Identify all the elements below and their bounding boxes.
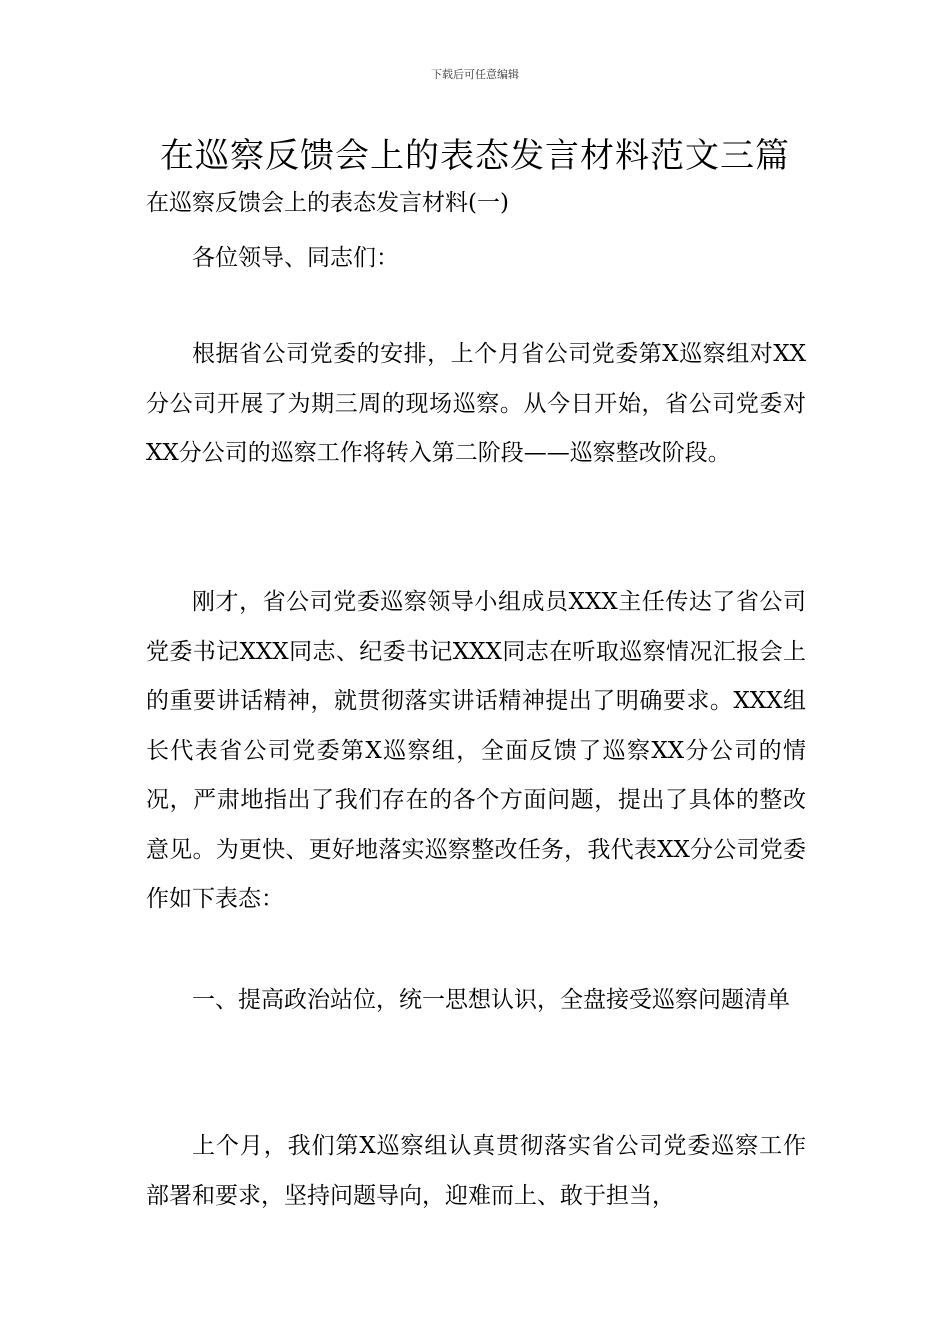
paragraph-block-1 — [146, 330, 806, 479]
section-subtitle: 在巡察反馈会上的表态发言材料(一) — [146, 190, 509, 216]
paragraph: 刚才，省公司党委巡察领导小组成员XXX主任传达了省公司党委书记XXX同志、纪委书记XXX同志在听取巡察情况汇报会上的重要讲话精神，就贯彻落实讲话精神提出了明确要求。XXX组长代表省公司党委第X巡察组，全面反馈了巡察XX分公司的情况，严肃地指出了我们存在的各个方面问题，提出了具体的整改意见。为更快、更好地落实巡察整改任务，我代表XX分公司党委作如下表态： — [146, 589, 806, 912]
paragraph-block-4 — [146, 1122, 806, 1221]
greeting-block — [146, 234, 806, 284]
section-heading: 一、提高政治站位，统一思想认识，全盘接受巡察问题清单 — [192, 987, 790, 1013]
paragraph: 根据省公司党委的安排，上个月省公司党委第X巡察组对XX分公司开展了为期三周的现场巡察。从今日开始，省公司党委对XX分公司的巡察工作将转入第二阶段——巡察整改阶段。 — [146, 341, 806, 466]
paragraph: 上个月，我们第X巡察组认真贯彻落实省公司党委巡察工作部署和要求，坚持问题导向，迎难而上、敢于担当， — [146, 1133, 806, 1209]
greeting: 各位领导、同志们： — [192, 245, 399, 271]
paragraph-block-2 — [146, 578, 806, 925]
paragraph-block-3 — [146, 976, 806, 1026]
document-title: 在巡察反馈会上的表态发言材料范文三篇 — [160, 136, 790, 176]
header-note: 下载后可任意编辑 — [431, 68, 519, 81]
